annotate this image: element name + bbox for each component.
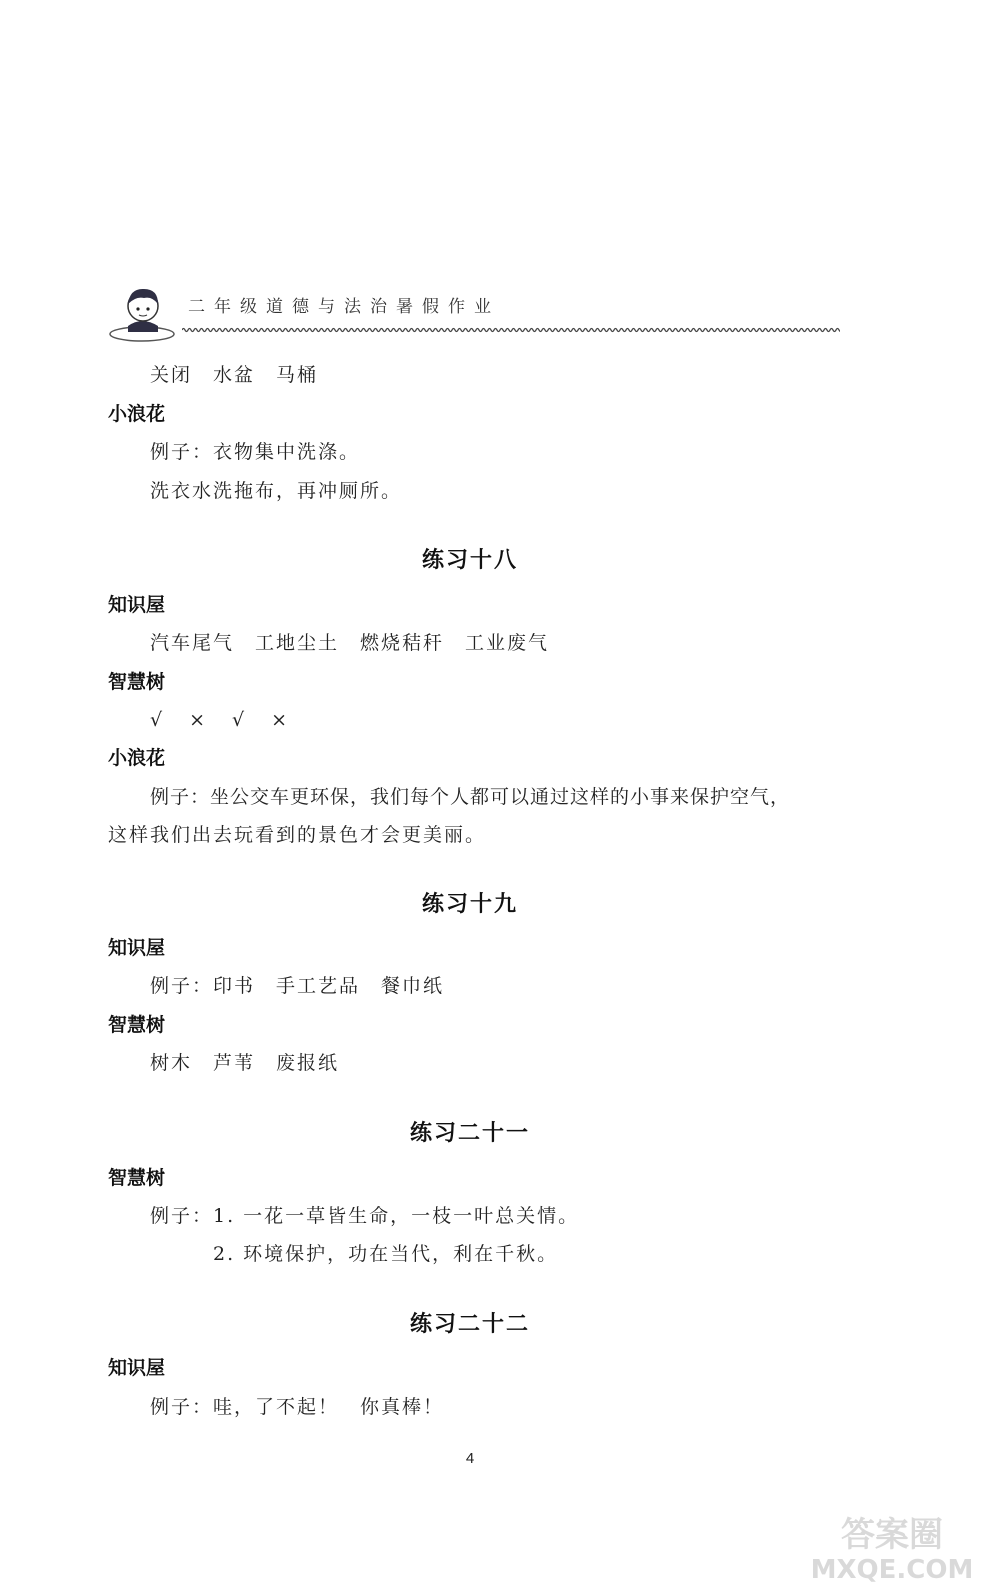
child-mascot-icon (108, 280, 180, 344)
section-title: 练习十八 (421, 548, 518, 573)
answer-line: 树木 芦苇 废报纸 (150, 1052, 340, 1074)
answer-line: 例子：印书 手工艺品 餐巾纸 (150, 975, 445, 997)
section-title: 练习二十二 (409, 1312, 530, 1337)
subsection-label: 知识屋 (108, 1357, 166, 1379)
subsection-label: 知识屋 (108, 594, 166, 616)
watermark-bottom-text: MXQE.COM (810, 1555, 974, 1585)
section-title: 练习二十一 (409, 1121, 530, 1146)
site-watermark-logo (802, 1506, 982, 1586)
watermark-top-text: 答案圈 (841, 1515, 943, 1555)
header-title: 二年级道德与法治暑假作业 (188, 297, 500, 317)
answer-line: 例子：坐公交车更环保，我们每个人都可以通过这样的小事来保护空气， (150, 786, 791, 808)
subsection-label: 小浪花 (108, 403, 166, 425)
answer-line: 例子：衣物集中洗涤。 (150, 441, 361, 463)
answer-line: 汽车尾气 工地尘土 燃烧秸秆 工业废气 (150, 632, 550, 654)
subsection-label: 智慧树 (108, 1167, 166, 1189)
section-title: 练习十九 (421, 892, 518, 917)
subsection-label: 智慧树 (108, 671, 166, 693)
page-header (100, 272, 840, 352)
answer-line: 2. 环境保护，功在当代，利在千秋。 (213, 1243, 559, 1265)
answer-line: √ × √ × (150, 709, 292, 731)
answer-line: 例子：1. 一花一草皆生命，一枝一叶总关情。 (150, 1205, 580, 1227)
answer-line: 例子：哇，了不起！ 你真棒！ (150, 1396, 445, 1418)
subsection-label: 小浪花 (108, 747, 166, 769)
subsection-label: 知识屋 (108, 937, 166, 959)
answer-line: 关闭 水盆 马桶 (150, 364, 319, 386)
answer-line: 洗衣水洗拖布，再冲厕所。 (150, 480, 403, 502)
subsection-label: 智慧树 (108, 1014, 166, 1036)
answer-line: 这样我们出去玩看到的景色才会更美丽。 (108, 824, 487, 846)
wavy-divider (182, 326, 840, 334)
page-number: 4 (465, 1450, 475, 1467)
